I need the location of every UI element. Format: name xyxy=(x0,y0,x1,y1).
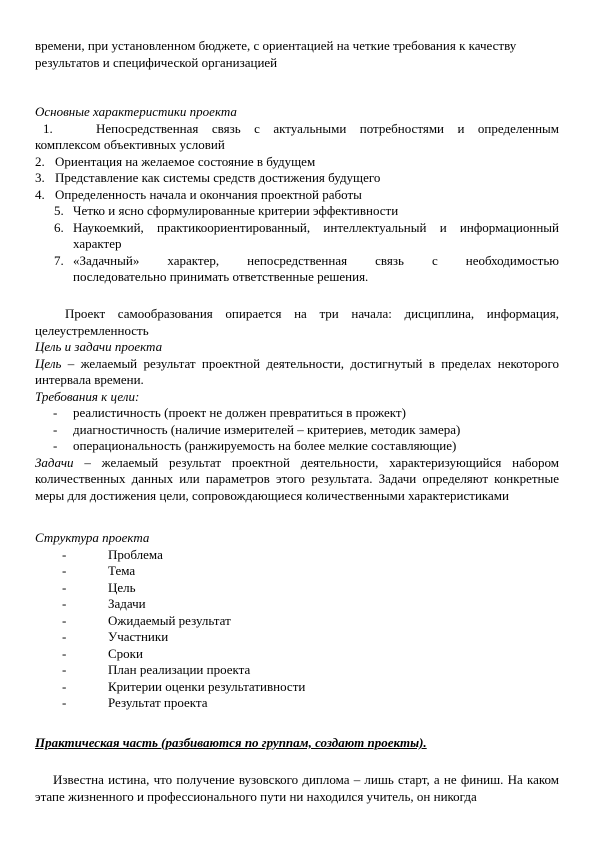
list-number: 7. xyxy=(54,252,64,268)
characteristic-text: Ориентация на желаемое состояние в будущем xyxy=(55,153,316,169)
characteristic-text: Определенность начала и окончания проектной работы xyxy=(55,186,362,202)
requirement-item: - операциональность (ранжируемость на более мелкие составляющие) xyxy=(35,438,559,455)
word: с xyxy=(431,252,438,268)
structure-item: - Проблема xyxy=(35,547,559,564)
structure-item: - Результат проекта xyxy=(35,695,559,712)
intro-paragraph xyxy=(35,38,559,71)
goals-section xyxy=(35,306,559,504)
structure-item-text: Проблема xyxy=(108,546,163,562)
structure-item-text: Тема xyxy=(108,563,136,578)
characteristic-item-3 xyxy=(35,170,559,187)
tasks-label: Задачи xyxy=(35,454,74,470)
characteristic-item-2 xyxy=(35,154,559,171)
characteristic-text: Наукоемкий, практикоориентированный, интеллектуальный и информационный характер xyxy=(73,219,559,251)
requirement-text: диагностичность (наличие измерителей – критериев, методик замера) xyxy=(73,421,461,437)
characteristics-heading: Основные характеристики проекта xyxy=(35,104,237,119)
word: «Задачный» xyxy=(73,252,140,268)
word: связь xyxy=(375,252,404,268)
characteristic-item-5 xyxy=(35,203,559,220)
structure-item: - Участники xyxy=(35,629,559,646)
list-number: 6. xyxy=(54,219,64,235)
list-number: 4. xyxy=(35,186,45,202)
list-number: 5. xyxy=(54,203,64,218)
structure-item-text: Критерии оценки результативности xyxy=(108,678,306,694)
structure-item-text: Результат проекта xyxy=(108,695,208,710)
intro-line-1: времени, при установленном бюджете, с ориентацией на четкие требования к качеству xyxy=(35,38,517,53)
goal-label: Цель xyxy=(35,355,62,371)
characteristic-item-7 xyxy=(35,253,559,286)
structure-item-text: Сроки xyxy=(108,645,143,661)
characteristic-text: Представление как системы средств достижения будущего xyxy=(55,170,381,185)
tasks-text: – желаемый результат проектной деятельности, характеризующийся набором количественных данных или параметров этого результата. Задачи определяют конкретные меры для достижения цели, сопровождающиеся количественными характеристиками xyxy=(35,454,559,503)
goal-text: – желаемый результат проектной деятельности, достигнутый в пределах некоторого интервала времени. xyxy=(35,355,559,387)
word: характер, xyxy=(167,252,220,268)
characteristic-text-line-2: последовательно принимать ответственные решения. xyxy=(73,269,369,284)
word: необходимостью xyxy=(465,252,559,268)
closing-section xyxy=(35,772,559,805)
requirement-item: - реалистичность (проект не должен превратиться в прожект) xyxy=(35,405,559,422)
structure-item: - Тема xyxy=(35,563,559,580)
goal-definition xyxy=(35,356,559,389)
list-number: 2. xyxy=(35,153,45,169)
practice-heading: Практическая часть (разбиваются по группам, создают проекты). xyxy=(35,735,427,750)
characteristic-item-1 xyxy=(35,121,559,154)
requirement-item: - диагностичность (наличие измерителей – критериев, методик замера) xyxy=(35,422,559,439)
characteristic-text xyxy=(73,253,559,286)
characteristics-section xyxy=(35,104,559,286)
characteristic-item-6 xyxy=(35,220,559,253)
requirements-heading: Требования к цели: xyxy=(35,388,140,404)
characteristic-text: Непосредственная связь с актуальными потребностями и определенным комплексом объективных условий xyxy=(35,120,559,152)
word: непосредственная xyxy=(247,252,348,268)
structure-section xyxy=(35,530,559,712)
practice-section xyxy=(35,735,559,752)
structure-item: - Сроки xyxy=(35,646,559,663)
requirement-text: реалистичность (проект не должен превратиться в прожект) xyxy=(73,405,406,420)
structure-item: - Критерии оценки результативности xyxy=(35,679,559,696)
characteristic-text: Четко и ясно сформулированные критерии эффективности xyxy=(73,203,399,218)
structure-item-text: Цель xyxy=(108,579,136,595)
list-number: 1. xyxy=(43,120,53,136)
list-number: 3. xyxy=(35,170,45,185)
self-education-paragraph: Проект самообразования опирается на три начала: дисциплина, информация, целеустремленность xyxy=(35,306,559,338)
structure-item: - План реализации проекта xyxy=(35,662,559,679)
structure-item: - Задачи xyxy=(35,596,559,613)
closing-paragraph: Известна истина, что получение вузовского диплома – лишь старт, а не финиш. На каком этапе жизненного и профессионального пути ни находился учитель, он никогда xyxy=(35,772,559,804)
structure-item: - Цель xyxy=(35,580,559,597)
requirement-text: операциональность (ранжируемость на более мелкие составляющие) xyxy=(73,438,457,453)
intro-line-2: результатов и специфической организацией xyxy=(35,54,278,70)
structure-heading: Структура проекта xyxy=(35,530,150,545)
structure-item-text: План реализации проекта xyxy=(108,662,251,677)
structure-item-text: Ожидаемый результат xyxy=(108,612,231,628)
tasks-definition xyxy=(35,455,559,505)
structure-item-text: Участники xyxy=(108,629,169,644)
structure-item: - Ожидаемый результат xyxy=(35,613,559,630)
structure-item-text: Задачи xyxy=(108,596,146,611)
goals-heading: Цель и задачи проекта xyxy=(35,339,163,354)
characteristic-item-4 xyxy=(35,187,559,204)
